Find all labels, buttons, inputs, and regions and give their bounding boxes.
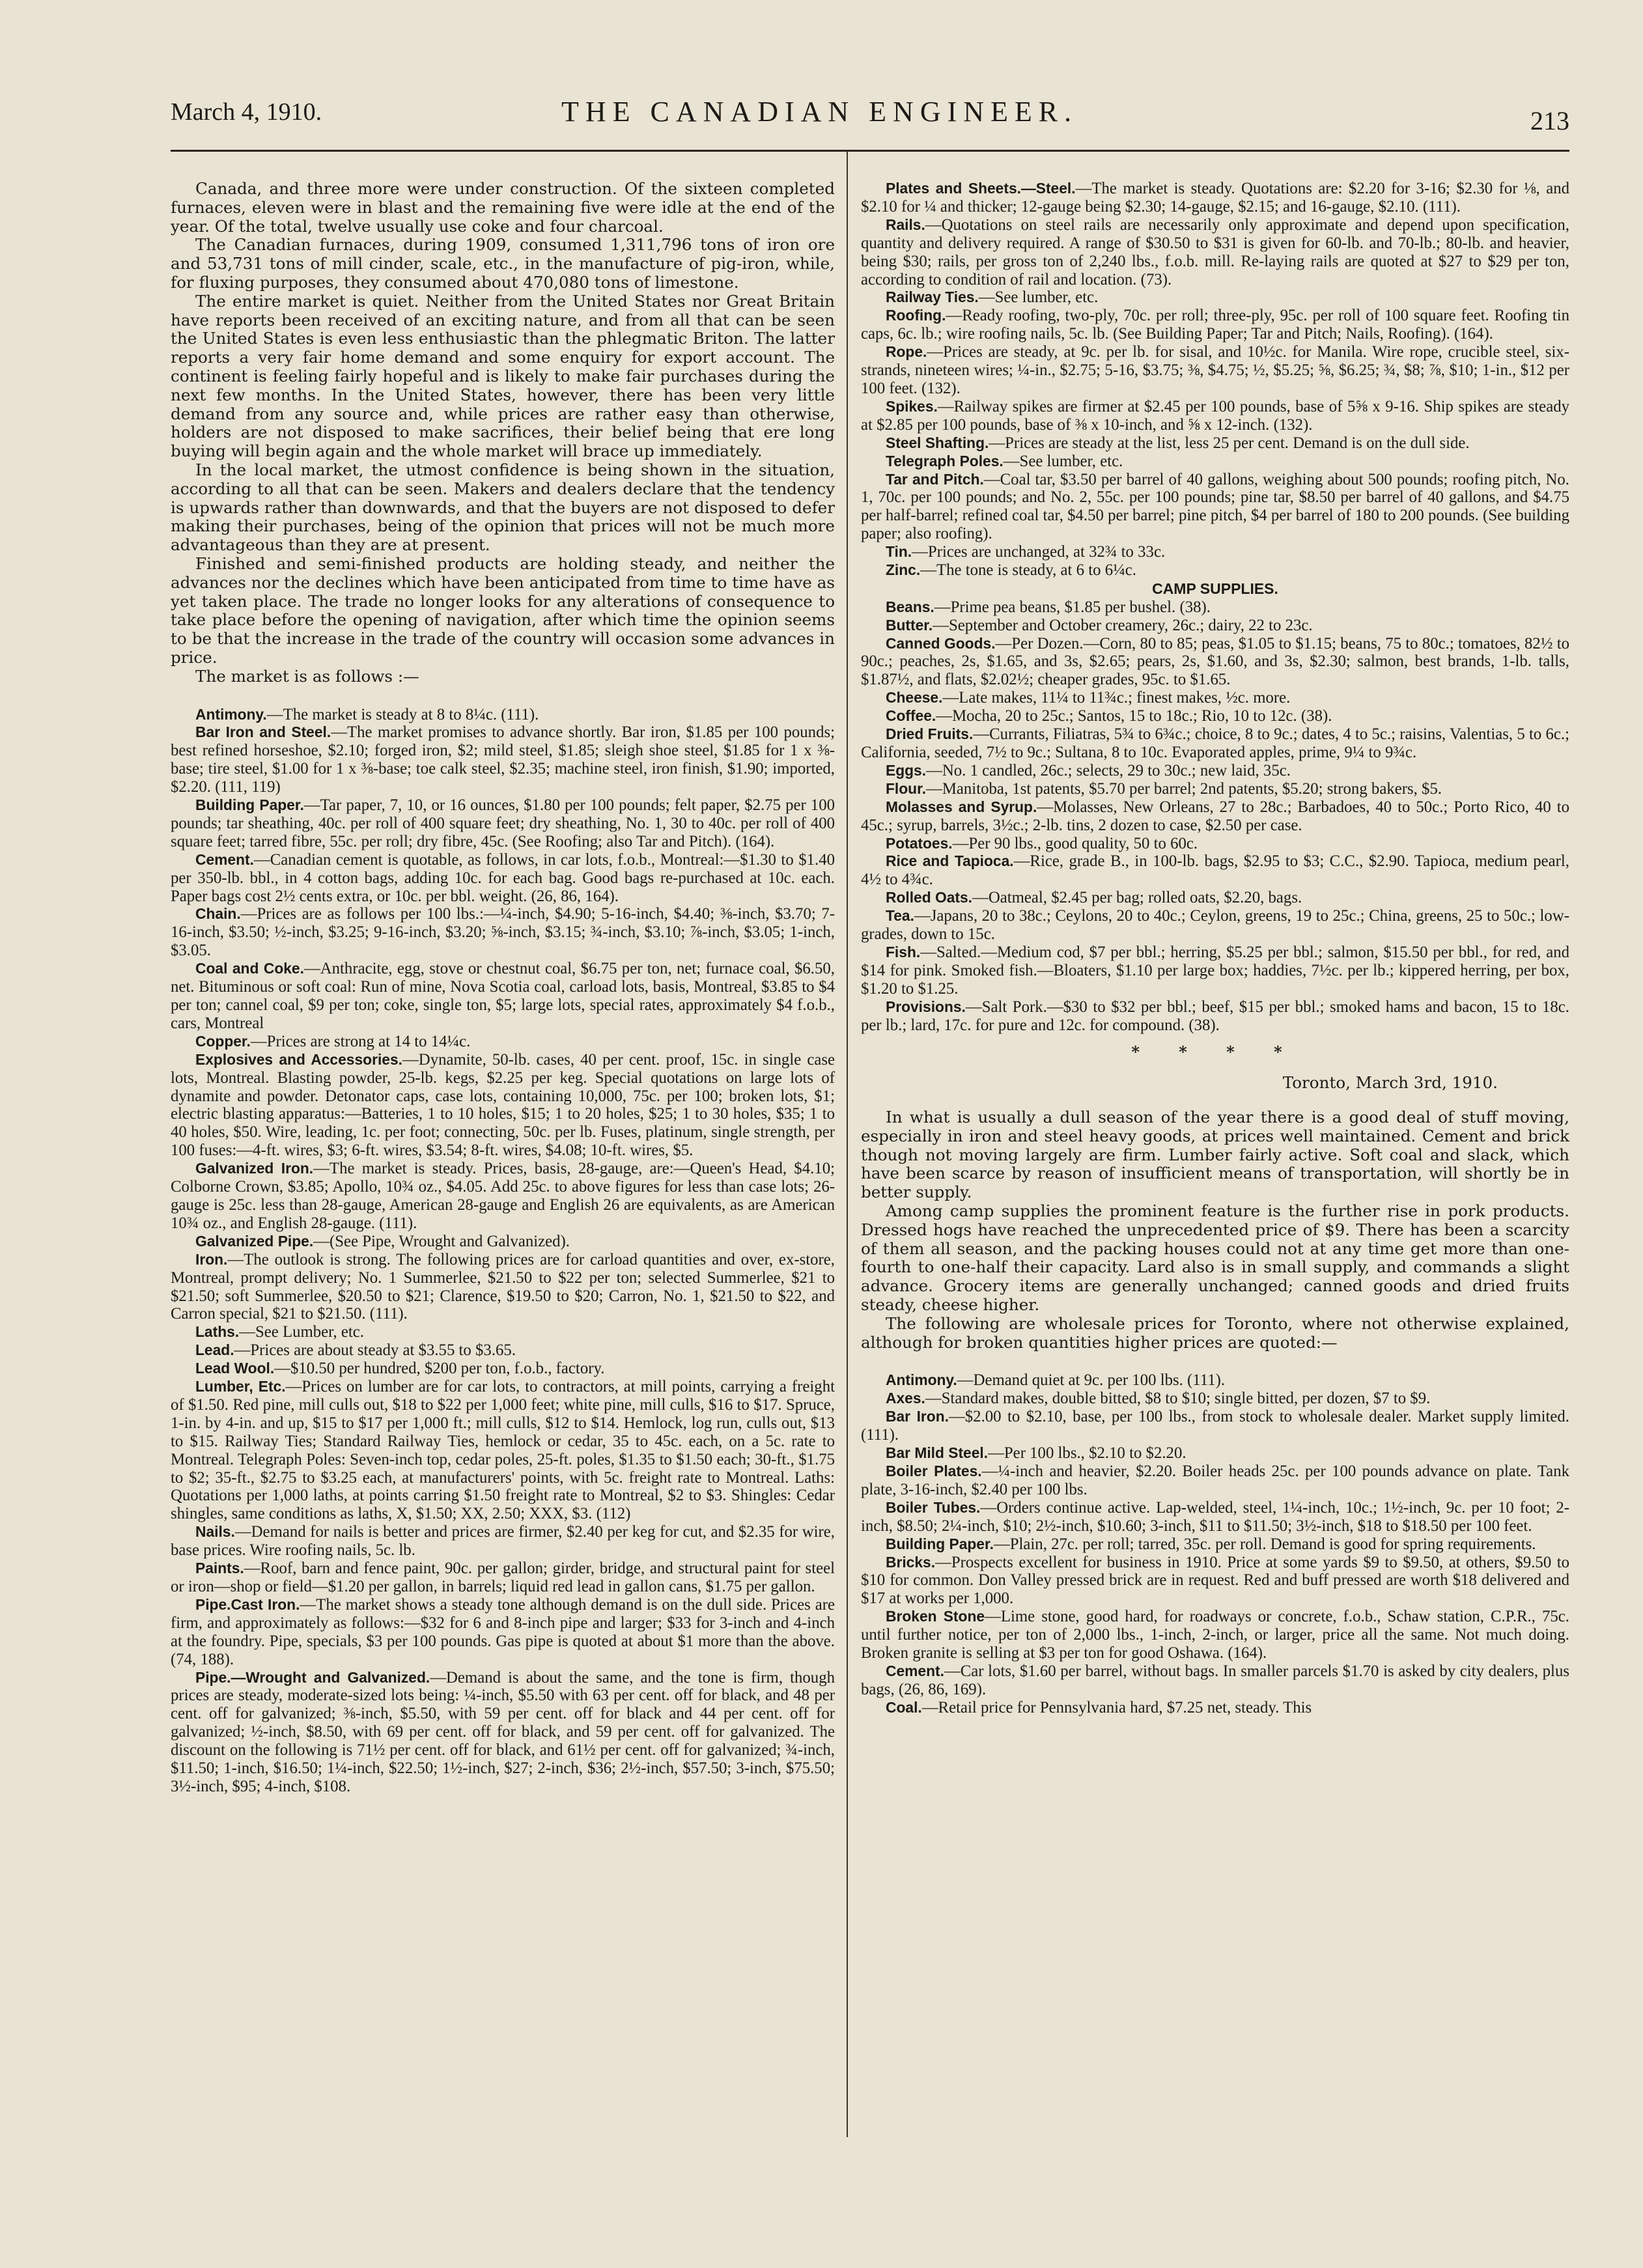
price-entry: [171, 1033, 835, 1051]
left-intro-text: [171, 180, 835, 686]
entry-heading: Pipe.Cast Iron.: [195, 1595, 300, 1613]
price-entry: [861, 635, 1569, 690]
paragraph: Finished and semi-finished products are holding steady, and neither the advances nor the declines which have been anticipated from time to time have as yet taken place. The trade no longer looks for any alterations of consequence to take place before the opening of navigation, after which time the opinion seems to be that the increase in the trade of the country will occasion some advances in price.: [171, 553, 835, 667]
price-entry: [861, 907, 1569, 944]
price-entry: [861, 1699, 1569, 1717]
entry-heading: Broken Stone: [886, 1608, 985, 1625]
entry-heading: Dried Fruits.: [886, 725, 974, 743]
price-entry: [861, 180, 1569, 216]
entry-heading: Cheese.: [886, 689, 943, 707]
entry-heading: Explosives and Accessories.: [195, 1050, 402, 1068]
entry-body: —No. 1 candled, 26c.; selects, 29 to 30c.; new laid, 35c.: [926, 761, 1291, 779]
price-entry: [861, 780, 1569, 798]
entry-heading: Cement.: [195, 850, 254, 868]
price-entry: [171, 905, 835, 960]
price-entry: [861, 852, 1569, 889]
entry-heading: Bar Iron.: [886, 1408, 949, 1425]
price-entry: [861, 798, 1569, 835]
entry-heading: Tar and Pitch.: [886, 470, 984, 488]
price-entry: [861, 471, 1569, 544]
entry-heading: Antimony.: [886, 1371, 957, 1389]
entry-body: —Orders continue active. Lap-welded, steel, 1¼-inch, 10c.; 1½-inch, 9c. per 10 foot; 2-inch, $8.50; 2¼-inch, $10; 2½-inch, $10.60; 3-inch, $11 to $11.50; 3½-inch, $18 to $18.50 per 100 feet.: [861, 1498, 1570, 1535]
price-entry: [861, 762, 1569, 780]
entry-heading: Bar Mild Steel.: [886, 1444, 989, 1462]
entry-heading: Galvanized Iron.: [195, 1160, 314, 1177]
entry-heading: Rails.: [886, 216, 925, 233]
section-separator: * * * *: [1131, 1043, 1299, 1062]
entry-body: —The market promises to advance shortly. Bar iron, $1.85 per 100 pounds; best refined horseshoe, $2.10; forged iron, $2; mild steel, $1.85; sleigh shoe steel, $1.85 for 1 x ⅜-base; tire steel, $1.00 for 1 x ⅜-base; toe calk steel, $2.35; machine steel, iron finish, $1.90; imported, $2.20. (111, 119): [171, 723, 836, 796]
entry-body: —Currants, Filiatras, 5¾ to 6¾c.; choice, 8 to 9c.; dates, 4 to 5c.; raisins, Valentias, 5 to 6c.; California, seeded, 7½ to 9c.; Sultana, 8 to 10c. Evaporated apples, prime, 9¼ to 9¾c.: [861, 725, 1569, 761]
entry-body: —Per Dozen.—Corn, 80 to 85; peas, $1.05 to $1.15; beans, 75 to 80c.; tomatoes, 82½ to 90c.; peaches, 2s, $1.65, and 3s, $2.65; pears, 2s, $1.60, and 3s, $2.30; salmon, best brands, 1-lb. talls, $1.87½, and flats, $2.02½; cheaper grades, 95c. to $1.65.: [861, 634, 1570, 689]
page-number: 213: [1530, 106, 1569, 135]
entry-body: —The tone is steady, at 6 to 6¼c.: [920, 561, 1136, 580]
entry-body: —Anthracite, egg, stove or chestnut coal, $6.75 per ton, net; furnace coal, $6.50, net. Bituminous or soft coal: Run of mine, Nova Scotia coal, carload lots, basis, Montreal, $3.85 to $4 per ton; cannel coal, $9 per ton; coke, single ton, $5; large lots, special rates, approximately $4 f.o.b., cars, Montreal: [171, 960, 835, 1032]
entry-heading: Lead Wool.: [195, 1360, 275, 1377]
paragraph: Canada, and three more were under construction. Of the sixteen completed furnaces, eleven were in blast and the remaining five were idle at the end of the year. Of the total, twelve usually use coke and four charcoal.: [171, 179, 835, 236]
entry-body: —Prices are as follows per 100 lbs.:—¼-inch, $4.90; 5-16-inch, $4.40; ⅜-inch, $3.70; 7-16-inch, $3.50; ½-inch, $3.25; 9-16-inch, $3.20; ⅝-inch, $3.15; ¾-inch, $3.10; ⅞-inch, $3.05; 1-inch, $3.05.: [171, 905, 835, 960]
entry-heading: Copper.: [195, 1032, 251, 1050]
price-entry: [861, 1444, 1569, 1463]
entry-heading: Building Paper.: [195, 796, 304, 814]
price-entry: [861, 1390, 1569, 1408]
entry-body: —The market shows a steady tone although demand is on the dull side. Prices are firm, and approximately as follows:—$32 for 6 and 8-inch pipe and larger; $33 for 3-inch and 4-inch at the foundry. Pipe, specials, $3 per 100 pounds. Gas pipe is quoted at about $1 more than the above. (74, 188).: [171, 1595, 835, 1668]
price-entry: [861, 216, 1569, 289]
entry-heading: Antimony.: [195, 705, 267, 723]
entry-body: —Molasses, New Orleans, 27 to 28c.; Barbadoes, 40 to 50c.; Porto Rico, 40 to 45c.; syrup, barrels, 3½c.; 2-lb. tins, 2 dozen to case, $2.50 per case.: [861, 798, 1570, 834]
entry-heading: Bricks.: [886, 1553, 936, 1571]
paragraph: In what is usually a dull season of the year there is a good deal of stuff moving, especially in iron and steel heavy goods, at prices well maintained. Cement and brick though not moving largely are firm. Lumber fairly active. Soft coal and slack, which have been scarce by reason of insufficient means of transportation, will shortly be in better supply.: [861, 1108, 1569, 1202]
toronto-dateline: Toronto, March 3rd, 1910.: [1282, 1073, 1498, 1093]
entry-body: —Oatmeal, $2.45 per bag; rolled oats, $2.20, bags.: [972, 889, 1302, 907]
entry-heading: Roofing.: [886, 307, 946, 324]
entry-heading: Tin.: [886, 543, 912, 561]
entry-heading: Rolled Oats.: [886, 889, 973, 906]
price-entry: [861, 1408, 1569, 1444]
left-column: [171, 180, 835, 1796]
entry-heading: Telegraph Poles.: [886, 452, 1004, 469]
price-entry: [861, 598, 1569, 617]
price-entry: [861, 1463, 1569, 1499]
entry-body: —Standard makes, double bitted, $8 to $10; single bitted, per dozen, $7 to $9.: [925, 1390, 1431, 1408]
paragraph: The market is as follows :—: [195, 666, 419, 686]
price-entry: [861, 543, 1569, 561]
entry-heading: Boiler Tubes.: [886, 1498, 981, 1516]
price-entry: [861, 453, 1569, 471]
price-entry: [861, 1554, 1569, 1608]
entry-body: —(See Pipe, Wrought and Galvanized).: [313, 1232, 570, 1250]
paragraph: The following are wholesale prices for Toronto, where not otherwise explained, although for broken quantities higher prices are quoted:—: [861, 1313, 1569, 1352]
entry-heading: Eggs.: [886, 761, 927, 779]
entry-heading: Coffee.: [886, 707, 936, 725]
entry-body: —Roof, barn and fence paint, 90c. per gallon; girder, bridge, and structural paint for steel or iron—shop or field—$1.20 per gallon, in barrels; liquid red lead in gallon cans, $1.75 per gallon.: [171, 1560, 835, 1596]
price-entry: [171, 706, 835, 724]
entry-body: —The market is steady. Quotations are: $2.20 for 3-16; $2.30 for ⅛, and $2.10 for ¼ and thicker; 12-gauge being $2.30; 14-gauge, $2.15; and 16-gauge, $2.10. (111).: [861, 180, 1569, 216]
entry-body: —Per 100 lbs., $2.10 to $2.20.: [988, 1444, 1187, 1463]
price-entry: [861, 288, 1569, 307]
entry-heading: Axes.: [886, 1390, 925, 1407]
entry-body: —Railway spikes are firmer at $2.45 per 100 pounds, base of 5⅝ x 9-16. Ship spikes are steady at $2.85 per 100 pounds, base of ⅜ x 10-inch, and ⅝ x 12-inch. (132).: [861, 397, 1569, 434]
price-entry: [171, 851, 835, 906]
entry-heading: Pipe.—Wrought and Galvanized.: [195, 1668, 430, 1686]
price-entry: [861, 944, 1569, 998]
entry-body: —Tar paper, 7, 10, or 16 ounces, $1.80 per 100 pounds; felt paper, $2.75 per 100 pounds; tar sheathing, 40c. per roll of 400 square feet; dry sheathing, No. 1, 30 to 40c. per roll of 400 square feet; tarred fibre, 55c. per roll; dry fibre, 45c. (See Roofing; also Tar and Pitch). (164).: [171, 796, 835, 850]
price-entry: [861, 617, 1569, 635]
price-entry: [171, 1596, 835, 1669]
entry-body: —Salted.—Medium cod, $7 per bbl.; herring, $5.25 per bbl.; salmon, $15.50 per bbl., for red, and $14 for pink. Smoked fish.—Bloaters, $1.10 per large box; haddies, 7½c. per lb.; kippered herring, per box, $1.20 to $1.25.: [861, 943, 1569, 998]
entry-body: —Prices are steady, at 9c. per lb. for sisal, and 10½c. for Manila. Wire rope, crucible steel, six-strands, nineteen wires; ¼-in., $2.75; 5-16, $3.75; ⅜, $4.75; ½, $5.25; ⅝, $6.25; ¾, $8; ⅞, $10; 1-in., $12 per 100 feet. (132).: [861, 343, 1569, 397]
entry-heading: Steel Shafting.: [886, 434, 989, 451]
entry-heading: Cement.: [886, 1662, 944, 1679]
entry-body: —See Lumber, etc.: [239, 1323, 364, 1341]
entry-body: —Manitoba, 1st patents, $5.70 per barrel; 2nd patents, $5.20; strong bakers, $5.: [926, 779, 1442, 798]
entry-heading: Rice and Tapioca.: [886, 852, 1014, 870]
entry-body: —Lime stone, good hard, for roadways or concrete, f.o.b., Schaw station, C.P.R., 75c. until further notice, per ton of 2,000 lbs., 1-inch, 2-inch, or larger, price all the same. Not much doing. Broken granite is selling at $3 per ton for good Oshawa. (164).: [861, 1608, 1570, 1662]
header-rule: [171, 150, 1569, 152]
entry-body: —Retail price for Pennsylvania hard, $7.25 net, steady. This: [921, 1698, 1312, 1716]
entry-body: —Ready roofing, two-ply, 70c. per roll; three-ply, 95c. per roll of 100 square feet. Roofing tin caps, 6c. lb.; wire roofing nails, 5c. lb. (See Building Paper; Tar and Pitch; Nails, Roofing). (164).: [861, 307, 1569, 343]
price-entry: [171, 723, 835, 796]
entry-body: —Prices are about steady at $3.55 to $3.65.: [234, 1341, 516, 1360]
entry-heading: Tea.: [886, 907, 914, 925]
spacer: [861, 1352, 1569, 1371]
price-entry: [171, 1160, 835, 1233]
entry-heading: Nails.: [195, 1523, 235, 1541]
entry-heading: Plates and Sheets.—Steel.: [886, 180, 1076, 197]
entry-body: —Late makes, 11¼ to 11¾c.; finest makes, ½c. more.: [942, 689, 1291, 707]
paragraph: The entire market is quiet. Neither from the United States nor Great Britain have reports been received of an exciting nature, and from all that can be seen the United States is even less enthusiastic than the phlegmatic Briton. The latter reports a very fair home demand and some enquiry for export account. The continent is feeling fairly hopeful and is likely to make fair purchases during the next few months. In the United States, however, there has been very little demand from any source and, while prices are rather easy than otherwise, holders are not disposed to make sacrifices, their belief being that ere long buying will begin again and the whole market will brace up immediately.: [171, 291, 835, 461]
entry-heading: Fish.: [886, 943, 921, 960]
price-entry: [171, 1523, 835, 1560]
entry-heading: Provisions.: [886, 998, 966, 1015]
entry-body: —Demand for nails is better and prices are firmer, $2.40 per keg for cut, and $2.35 for wire, base prices. Wire roofing nails, 5c. lb.: [171, 1523, 835, 1560]
entry-heading: Railway Ties.: [886, 288, 979, 306]
montreal-price-list: [171, 706, 835, 1796]
entry-heading: Galvanized Pipe.: [195, 1232, 314, 1250]
entry-body: —See lumber, etc.: [1003, 452, 1123, 470]
entry-body: —Prime pea beans, $1.85 per bushel. (38).: [934, 598, 1211, 616]
entry-body: —Prices are strong at 14 to 14¼c.: [250, 1032, 471, 1050]
entry-heading: Chain.: [195, 905, 241, 923]
entry-body: —The market is steady. Prices, basis, 28-gauge, are:—Queen's Head, $4.10; Colborne Crown, $3.85; Apollo, 10¾ oz., $4.05. Add 25c. to above figures for less than case lots; 26-gauge is 25c. less than 28-gauge, American 28-gauge and English 26 are equivalents, as are American 10¾ oz., and English 28-gauge. (111).: [171, 1160, 835, 1232]
price-entry: [171, 1251, 835, 1324]
entry-body: —Per 90 lbs., good quality, 50 to 60c.: [952, 834, 1198, 852]
entry-heading: Potatoes.: [886, 834, 953, 852]
entry-body: —Prospects excellent for business in 1910. Price at some yards $9 to $9.50, at others, $9.50 to $10 for common. Don Valley pressed brick are in request. Red and buff pressed are worth $18 delivered and $17 at works per 1,000.: [861, 1553, 1569, 1608]
entry-body: —Prices are unchanged, at 32¾ to 33c.: [912, 543, 1166, 561]
entry-heading: Spikes.: [886, 397, 938, 415]
price-entry: [861, 398, 1569, 434]
price-entry: [171, 1378, 835, 1523]
camp-supplies-heading: CAMP SUPPLIES.: [1152, 580, 1278, 597]
price-entry: [861, 343, 1569, 398]
entry-body: —$10.50 per hundred, $200 per ton, f.o.b., factory.: [274, 1360, 605, 1378]
toronto-market-report: [861, 1108, 1569, 1352]
price-entry: [861, 689, 1569, 707]
price-entry: [171, 1233, 835, 1251]
entry-body: —Prices on lumber are for car lots, to contractors, at mill points, carrying a freight of $1.50. Red pine, mill culls out, $18 to $22 per 1,000 feet; white pine, mill culls, $16 to $17. Spruce, 1-in. by 4-in. and up, $15 to $17 per 1,000 ft.; mill culls, $12 to $14. Hemlock, log run, culls out, $13 to $15. Railway Ties; Standard Railway Ties, hemlock or cedar, 35 to 45c. each, on a 5c. rate to Montreal. Telegraph Poles: Seven-inch top, cedar poles, 25-ft. poles, $1.35 to $1.50 each; 30-ft., $1.75 to $2; 35-ft., $2.75 to $3.25 each, at manufacturers' points, with 5c. freight rate to Montreal. Laths: Quotations per 1,000 laths, at points carring $1.50 freight rate to Montreal, $2 to $3. Shingles: Cedar shingles, same conditions as laths, X, $1.50; XX, 2.50; XXX, $3. (112): [171, 1378, 835, 1523]
entry-body: —Canadian cement is quotable, as follows, in car lots, f.o.b., Montreal:—$1.30 to $1.40 per 350-lb. bbl., in 4 cotton bags, adding 10c. for each bag. Good bags re-purchased at 10c. each. Paper bags cost 2½ cents extra, or 10c. per bbl. weight. (26, 86, 164).: [171, 850, 835, 905]
entry-body: —¼-inch and heavier, $2.20. Boiler heads 25c. per 100 pounds advance on plate. Tank plate, 3-16-inch, $2.40 per 100 lbs.: [861, 1462, 1569, 1498]
entry-heading: Zinc.: [886, 561, 921, 579]
entry-body: —Demand quiet at 9c. per 100 lbs. (111).: [957, 1371, 1226, 1390]
entry-heading: Molasses and Syrup.: [886, 798, 1037, 815]
column-divider: [847, 151, 848, 2137]
entry-body: —Plain, 27c. per roll; tarred, 35c. per roll. Demand is good for spring requirements.: [993, 1535, 1536, 1553]
entry-heading: Butter.: [886, 616, 933, 634]
entry-body: —Mocha, 20 to 25c.; Santos, 15 to 18c.; Rio, 10 to 12c. (38).: [936, 707, 1332, 725]
paragraph: Among camp supplies the prominent feature is the further rise in pork products. Dressed hogs have reached the unprecedented price of $9. There has been a scarcity of them all season, and the packing houses could not at any time get more than one-fourth to one-half their capacity. Lard also is in small supply, and commands a slight advance. Grocery items are generally unchanged; canned goods and dried fruits steady, cheese higher.: [861, 1201, 1569, 1315]
price-list-continued: [861, 180, 1569, 580]
paragraph: The Canadian furnaces, during 1909, consumed 1,311,796 tons of iron ore and 53,731 tons of mill cinder, scale, etc., in the manufacture of pig-iron, while, for fluxing purposes, they consumed about 470,080 tons of limestone.: [171, 235, 835, 292]
entry-body: —Coal tar, $3.50 per barrel of 40 gallons, weighing about 500 pounds; roofing pitch, No. 1, 70c. per 100 pounds; and No. 2, 55c. per 100 pounds; pine tar, $8.50 per barrel of 40 gallons, and $4.75 per half-barrel; refined coal tar, $4.50 per barrel; pine pitch, $4 per barrel of 180 to 200 pounds. (See building paper; also roofing).: [861, 470, 1569, 543]
entry-heading: Bar Iron and Steel.: [195, 723, 331, 741]
price-entry: [861, 889, 1569, 907]
journal-title: THE CANADIAN ENGINEER.: [561, 96, 1078, 128]
entry-body: —September and October creamery, 26c.; dairy, 22 to 23c.: [933, 616, 1313, 634]
price-entry: [171, 796, 835, 851]
price-entry: [861, 998, 1569, 1035]
toronto-price-list: [861, 1371, 1569, 1716]
entry-heading: Iron.: [195, 1250, 228, 1268]
entry-heading: Lead.: [195, 1341, 234, 1359]
entry-heading: Rope.: [886, 343, 927, 361]
price-entry: [171, 1051, 835, 1160]
entry-body: —Quotations on steel rails are necessarily only approximate and depend upon specification, quantity and delivery required. A range of $30.50 to $31 is given for 60-lb. and 70-lb.; 80-lb. and heavier, being $30; rails, per gross ton of 2,240 lbs., f.o.b. mill. Re-laying rails are quoted at $27 to $29 per ton, according to condition of rail and location. (73).: [861, 216, 1569, 288]
entry-heading: Building Paper.: [886, 1535, 994, 1552]
price-entry: [861, 1371, 1569, 1390]
entry-body: —Dynamite, 50-lb. cases, 40 per cent. proof, 15c. in single case lots, Montreal. Blasting powder, 25-lb. kegs, $2.25 per keg. Special quotations on large lots of dynamite and powder. Detonator caps, case lots, containing 10,000, 75c. per 100; broken lots, $1; electric blasting apparatus:—Batteries, 1 to 10 holes, $15; 1 to 20 holes, $25; 1 to 30 holes, $35; 1 to 40 holes, $50. Wire, leading, 1c. per foot; connecting, 50c. per lb. Fuses, platinum, single strength, per 100 fuses:—4-ft. wires, $3; 6-ft. wires, $3.54; 8-ft. wires, $4.08; 10-ft. wires, $5.: [171, 1050, 835, 1160]
price-entry: [861, 1608, 1569, 1662]
paragraph: In the local market, the utmost confidence is being shown in the situation, according to all that can be seen. Makers and dealers declare that the tendency is upwards rather than downwards, and that the buyers are not disposed to defer making their purchases, being of the opinion that prices will not be much more advantageous than they are at present.: [171, 460, 835, 555]
entry-body: —Car lots, $1.60 per barrel, without bags. In smaller parcels $1.70 is asked by city dealers, plus bags, (26, 86, 169).: [861, 1662, 1569, 1698]
price-entry: [861, 561, 1569, 580]
entry-body: —Prices are steady at the list, less 25 per cent. Demand is on the dull side.: [989, 434, 1470, 452]
price-entry: [861, 1499, 1569, 1535]
price-entry: [861, 835, 1569, 853]
entry-heading: Laths.: [195, 1323, 240, 1341]
price-entry: [861, 1662, 1569, 1699]
entry-heading: Beans.: [886, 598, 934, 615]
entry-body: —See lumber, etc.: [978, 288, 1099, 307]
price-entry: [171, 1341, 835, 1360]
entry-heading: Coal.: [886, 1698, 922, 1716]
entry-heading: Paints.: [195, 1560, 244, 1577]
entry-heading: Lumber, Etc.: [195, 1378, 286, 1395]
price-entry: [861, 307, 1569, 343]
price-entry: [171, 960, 835, 1033]
camp-supplies-list: [861, 598, 1569, 1035]
price-entry: [861, 434, 1569, 453]
entry-body: —Japans, 20 to 38c.; Ceylons, 20 to 40c.; Ceylon, greens, 19 to 25c.; China, greens, 25 to 50c.; low-grades, down to 15c.: [861, 907, 1569, 944]
right-column: [861, 180, 1569, 1717]
entry-body: —Rice, grade B., in 100-lb. bags, $2.95 to $3; C.C., $2.90. Tapioca, medium pearl, 4½ to 4¾c.: [861, 852, 1569, 889]
price-entry: [861, 725, 1569, 762]
page-header: [171, 91, 1569, 143]
entry-body: —Salt Pork.—$30 to $32 per bbl.; beef, $15 per bbl.; smoked hams and bacon, 15 to 18c. per lb.; lard, 17c. for pure and 12c. for compound. (38).: [861, 998, 1569, 1034]
price-entry: [861, 1535, 1569, 1554]
entry-heading: Flour.: [886, 779, 927, 797]
entry-body: —The outlook is strong. The following prices are for carload quantities and over, ex-store, Montreal, prompt delivery; No. 1 Summerlee, $21.50 to $22 per ton; selected Summerlee, $21 to $21.50; soft Summerlee, $20.50 to $21; Clarence, $19.50 to $20; Carron, No. 1, $21.50 to $22, and Carron special, $21 to $21.50. (111).: [171, 1250, 835, 1323]
price-entry: [861, 707, 1569, 725]
price-entry: [171, 1669, 835, 1796]
entry-body: —The market is steady at 8 to 8¼c. (111).: [266, 705, 539, 723]
spacer: [171, 686, 835, 706]
entry-heading: Canned Goods.: [886, 634, 996, 652]
price-entry: [171, 1360, 835, 1378]
entry-heading: Coal and Coke.: [195, 960, 304, 977]
entry-heading: Boiler Plates.: [886, 1462, 982, 1479]
issue-date: March 4, 1910.: [171, 98, 322, 126]
price-entry: [171, 1560, 835, 1596]
entry-body: —$2.00 to $2.10, base, per 100 lbs., from stock to wholesale dealer. Market supply limited. (111).: [861, 1408, 1569, 1444]
price-entry: [171, 1323, 835, 1341]
entry-body: —Demand is about the same, and the tone is firm, though prices are steady, moderate-sized lots being: ¼-inch, $5.50 with 63 per cent. off for black, and 48 per cent. off for galvanized; ⅜-inch, $5.50, with 59 per cent. off for black and 44 per cent. off for galvanized; ½-inch, $8.50, with 69 per cent. off for black, and 59 per cent. off for galvanized. The discount on the following is 71½ per cent. off for black, and 61½ per cent. off for galvanized; ¾-inch, $11.50; 1-inch, $16.50; 1¼-inch, $22.50; 1½-inch, $27; 2-inch, $36; 2½-inch, $57.50; 3-inch, $75.50; 3½-inch, $95; 4-inch, $108.: [171, 1668, 835, 1795]
